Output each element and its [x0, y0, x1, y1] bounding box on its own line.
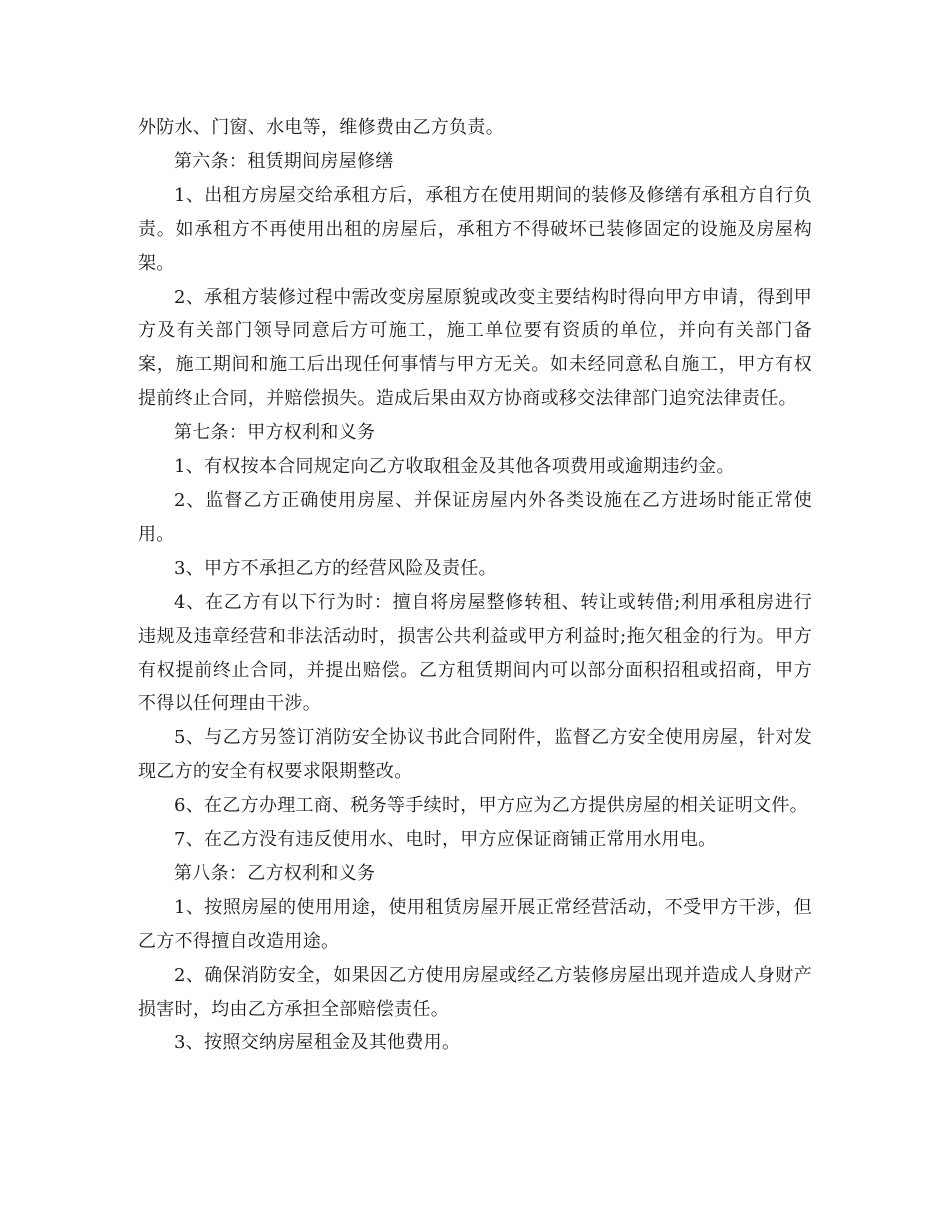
paragraph: 3、甲方不承担乙方的经营风险及责任。 — [174, 557, 497, 579]
paragraph: 6、在乙方办理工商、税务等手续时，甲方应为乙方提供房屋的相关证明文件。 — [174, 795, 808, 817]
paragraph: 7、在乙方没有违反使用水、电时，甲方应保证商铺正常用水用电。 — [174, 829, 717, 851]
paragraph: 1、出租方房屋交给承租方后，承租方在使用期间的装修及修缮有承租方自行负责。如承租方不再使用出租的房屋后，承租方不得破坏已装修固定的设施及房屋构架。 — [138, 184, 812, 274]
section-heading-article-8: 第八条：乙方权利和义务 — [174, 862, 376, 884]
paragraph: 1、有权按本合同规定向乙方收取租金及其他各项费用或逾期违约金。 — [174, 456, 735, 478]
paragraph: 2、确保消防安全，如果因乙方使用房屋或经乙方装修房屋出现并造成人身财产损害时，均由乙方承担全部赔偿责任。 — [138, 964, 812, 1020]
paragraph: 2、承租方装修过程中需改变房屋原貌或改变主要结构时得向甲方申请，得到甲方及有关部门领导同意后方可施工，施工单位要有资质的单位，并向有关部门备案，施工期间和施工后出现任何事情与甲方无关。如未经同意私自施工，甲方有权提前终止合同，并赔偿损失。造成后果由双方协商或移交法律部门追究法律责任。 — [138, 286, 812, 410]
paragraph: 4、在乙方有以下行为时：擅自将房屋整修转租、转让或转借;利用承租房进行违规及违章经营和非法活动时，损害公共利益或甲方利益时;拖欠租金的行为。甲方有权提前终止合同，并提出赔偿。乙方租赁期间内可以部分面积招租或招商，甲方不得以任何理由干涉。 — [138, 591, 812, 715]
section-heading-article-7: 第七条：甲方权利和义务 — [174, 422, 376, 444]
paragraph: 5、与乙方另签订消防安全协议书此合同附件，监督乙方安全使用房屋，针对发现乙方的安全有权要求限期整改。 — [138, 727, 812, 783]
paragraph: 2、监督乙方正确使用房屋、并保证房屋内外各类设施在乙方进场时能正常使用。 — [138, 489, 812, 545]
paragraph: 1、按照房屋的使用用途，使用租赁房屋开展正常经营活动，不受甲方干涉，但乙方不得擅自改造用途。 — [138, 896, 812, 952]
document-body — [138, 111, 812, 1060]
paragraph-continuation: 外防水、门窗、水电等，维修费由乙方负责。 — [138, 117, 504, 138]
section-heading-article-6: 第六条：租赁期间房屋修缮 — [174, 150, 394, 172]
paragraph: 3、按照交纳房屋租金及其他费用。 — [174, 1032, 461, 1054]
